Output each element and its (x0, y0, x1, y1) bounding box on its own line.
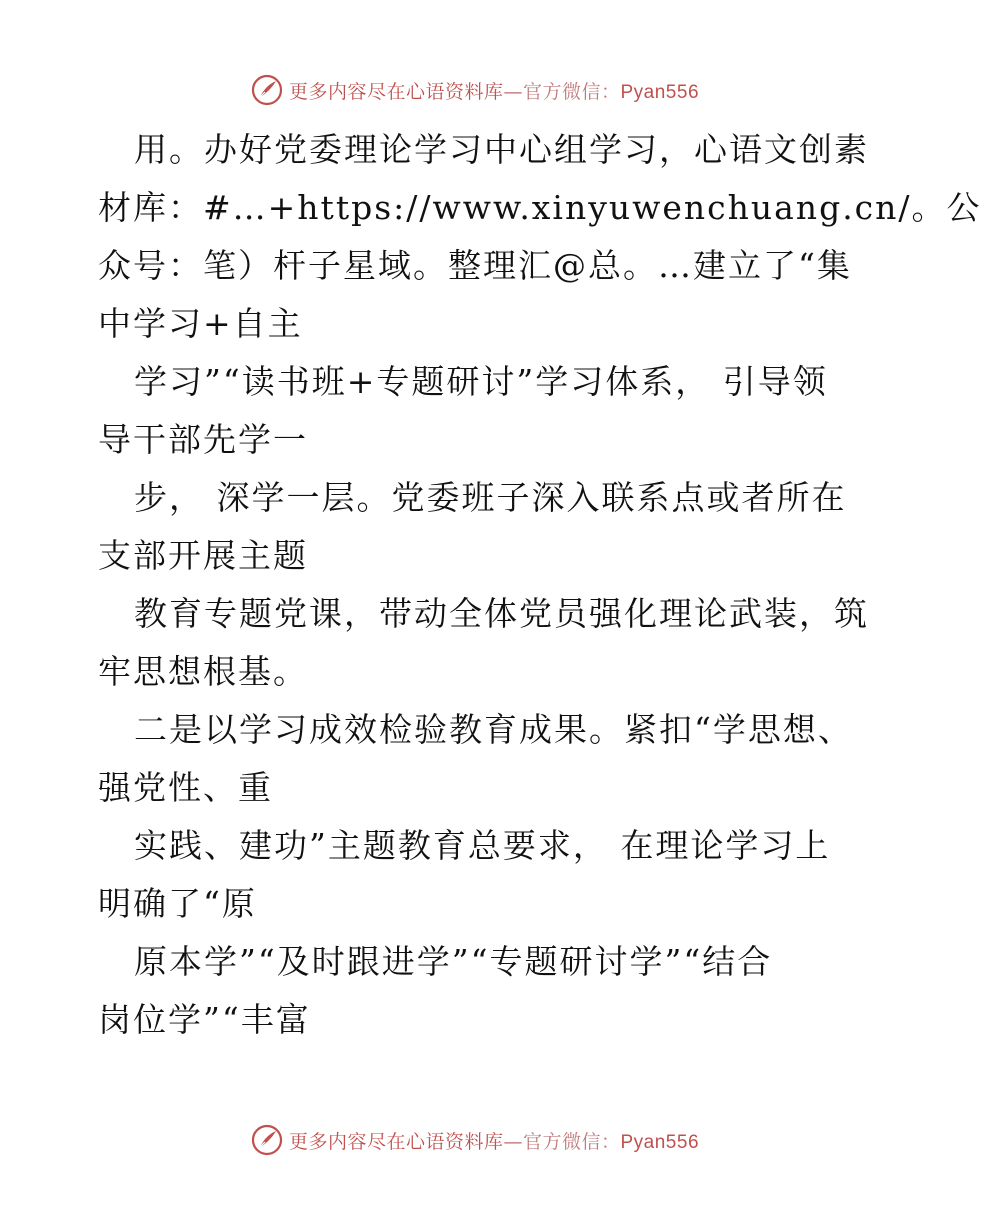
feather-pen-logo-icon (251, 1124, 283, 1156)
body-line: 岗位学”“丰富 (98, 1000, 311, 1039)
body-line: 牢思想根基。 (98, 652, 308, 691)
body-line: 二是以学习成效检验教育成果。紧扣“学思想、 (134, 710, 853, 749)
body-line: 原本学”“及时跟进学”“专题研讨学”“结合 (134, 942, 773, 981)
body-line: 导干部先学一 (98, 420, 308, 459)
feather-pen-logo-icon (251, 74, 283, 106)
footer-brand: 更多内容尽在心语资料库 (288, 1130, 504, 1153)
footer-banner (0, 1120, 950, 1160)
body-line: 支部开展主题 (98, 536, 308, 575)
body-line: 中学习+自主 (98, 304, 303, 343)
body-line: 强党性、重 (98, 768, 273, 807)
header-wechat-id: Pyan556 (620, 81, 700, 103)
header-banner (0, 70, 950, 110)
header-banner-text (289, 77, 699, 104)
footer-dash: — (503, 1130, 523, 1153)
body-line: 实践、建功”主题教育总要求， 在理论学习上 (134, 826, 831, 865)
header-dash: — (503, 80, 523, 103)
body-line: 学习”“读书班+专题研讨”学习体系， 引导领 (134, 362, 828, 401)
body-line: 材库：#…+https://www.xinyuwenchuang.cn/。公 (98, 188, 982, 227)
body-line: 步， 深学一层。党委班子深入联系点或者所在 (134, 478, 847, 517)
body-line: 明确了“原 (98, 884, 257, 923)
footer-wechat-id: Pyan556 (620, 1131, 700, 1153)
body-line: 教育专题党课，带动全体党员强化理论武装，筑 (134, 594, 869, 633)
header-wechat-label: 官方微信： (522, 80, 621, 103)
header-brand: 更多内容尽在心语资料库 (288, 80, 504, 103)
body-line: 用。办好党委理论学习中心组学习，心语文创素 (134, 130, 869, 169)
body-line: 众号：笔）杆子星域。整理汇@总。…建立了“集 (98, 246, 852, 285)
footer-wechat-label: 官方微信： (522, 1130, 621, 1153)
footer-banner-text (289, 1127, 699, 1154)
document-body (98, 121, 982, 1049)
